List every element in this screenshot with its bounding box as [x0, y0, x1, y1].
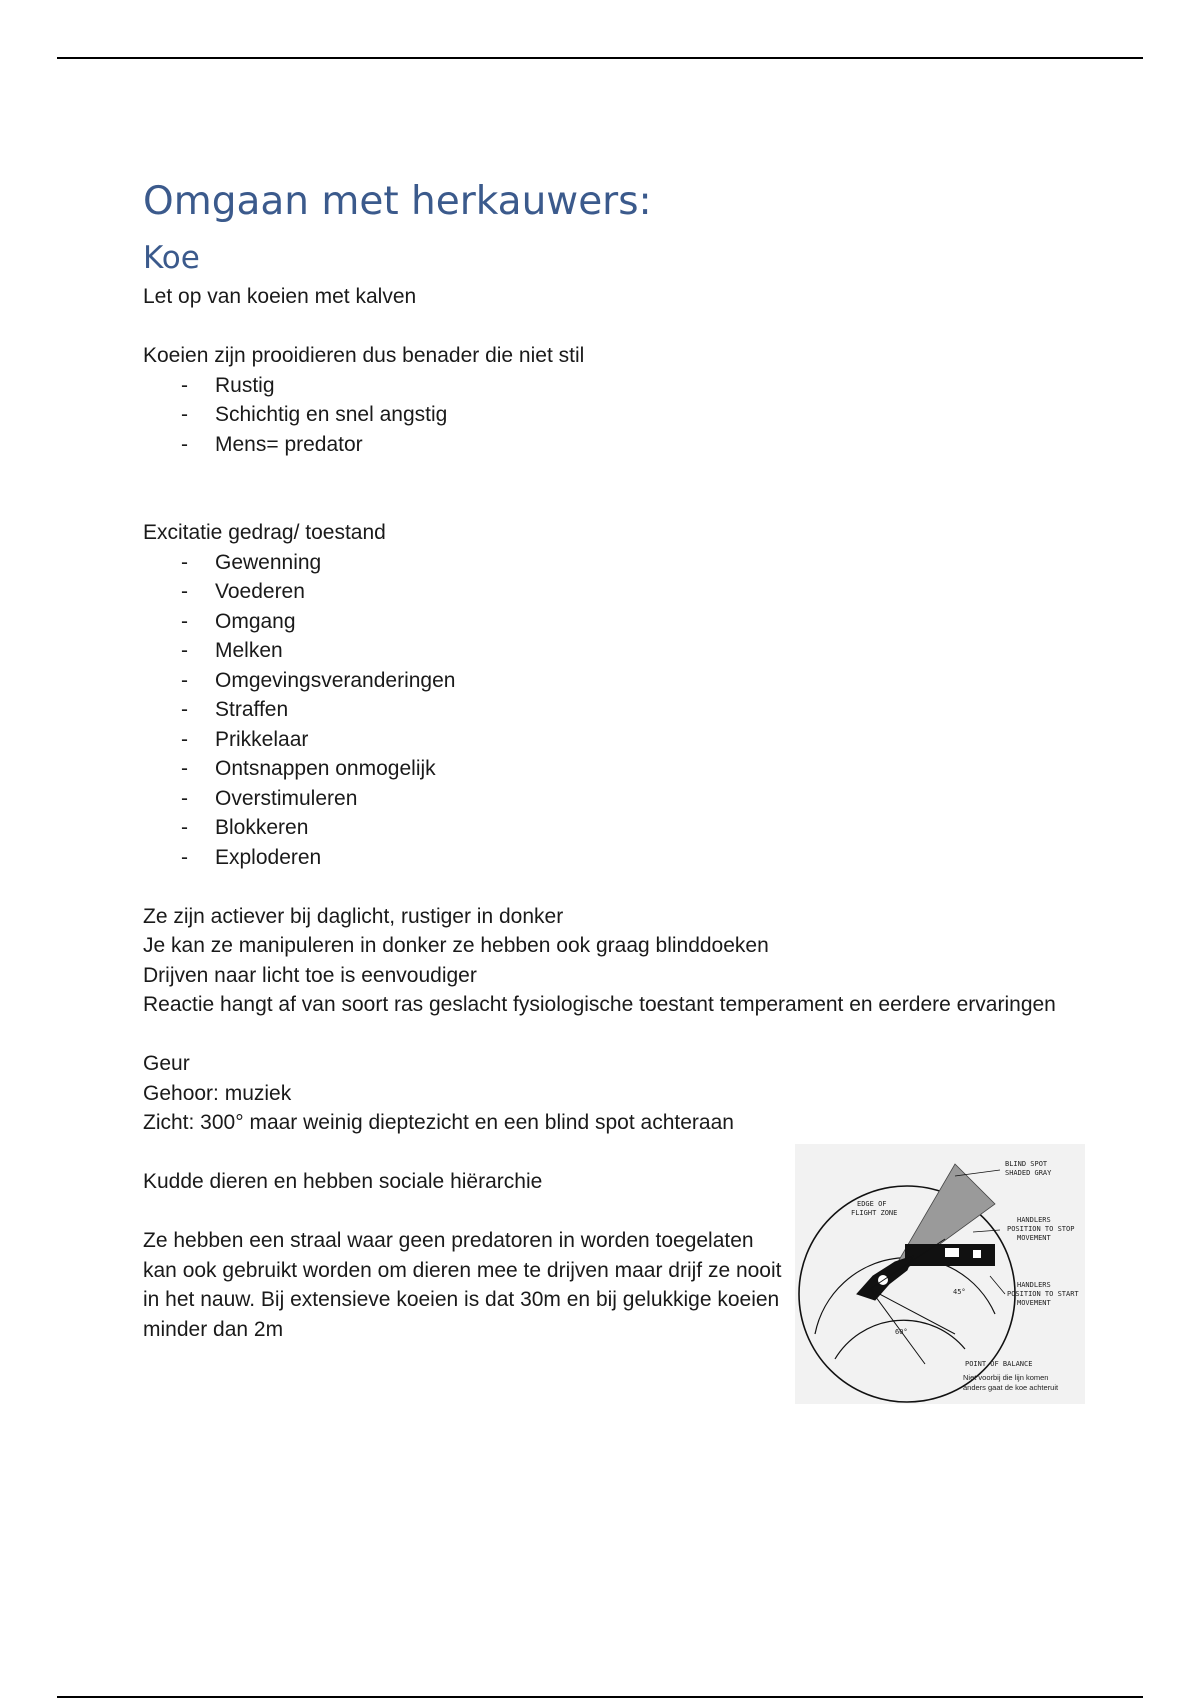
- handler-marker: [945, 1248, 959, 1257]
- figure-note: anders gaat de koe achteruit: [963, 1383, 1059, 1392]
- label-angle: 60°: [895, 1328, 908, 1336]
- guide-line: [870, 1289, 955, 1334]
- list-item: - Schichtig en snel angstig: [143, 400, 1093, 430]
- label-stop: MOVEMENT: [1017, 1234, 1051, 1242]
- prey-list: [143, 371, 1093, 460]
- label-stop: HANDLERS: [1017, 1216, 1051, 1224]
- list-item: - Straffen: [143, 695, 1093, 725]
- list-item: - Exploderen: [143, 843, 1093, 873]
- balance-line: [870, 1289, 925, 1364]
- label-stop: POSITION TO STOP: [1007, 1225, 1075, 1233]
- prey-heading: Koeien zijn prooidieren dus benader die niet stil: [143, 344, 585, 367]
- label-start: MOVEMENT: [1017, 1299, 1051, 1307]
- label-start: HANDLERS: [1017, 1281, 1051, 1289]
- sense-line: Zicht: 300° maar weinig dieptezicht en een blind spot achteraan: [143, 1111, 734, 1134]
- inner-arc: [835, 1320, 965, 1359]
- behaviour-line: Je kan ze manipuleren in donker ze hebben ook graag blinddoeken: [143, 934, 769, 957]
- sense-line: Geur: [143, 1052, 190, 1075]
- list-item: - Rustig: [143, 371, 1093, 401]
- label-angle: 45°: [953, 1288, 966, 1296]
- behaviour-line: Ze zijn actiever bij daglicht, rustiger in donker: [143, 904, 564, 928]
- section-heading: Koe: [143, 240, 200, 276]
- flight-zone-paragraph: Ze hebben een straal waar geen predatoren in worden toegelaten kan ook gebruikt worden om dieren mee te drijven maar drijf ze nooit in het nauw. Bij extensieve koeien is dat 30m en bij gelukkige koeien minder dan 2m: [143, 1229, 782, 1341]
- herd-line: Kudde dieren en hebben sociale hiërarchie: [143, 1170, 543, 1193]
- sense-line: Gehoor: muziek: [143, 1081, 292, 1105]
- label-start: POSITION TO START: [1007, 1290, 1079, 1298]
- excitation-list: [143, 548, 1093, 873]
- list-item: - Blokkeren: [143, 813, 1093, 843]
- figure-note: Niet voorbij die lijn komen: [963, 1373, 1049, 1382]
- handler-marker: [973, 1250, 981, 1258]
- page-title: Omgaan met herkauwers:: [143, 179, 652, 224]
- list-item: - Ontsnappen onmogelijk: [143, 754, 1093, 784]
- leader-line: [990, 1276, 1005, 1294]
- flight-zone-drawing: [795, 1144, 1085, 1404]
- list-item: - Omgevingsveranderingen: [143, 666, 1093, 696]
- label-balance: POINT OF BALANCE: [965, 1360, 1033, 1368]
- flight-zone-diagram: [795, 1144, 1085, 1404]
- label-blind-spot: BLIND SPOT: [1005, 1160, 1048, 1168]
- list-item: - Melken: [143, 636, 1093, 666]
- behaviour-line: Reactie hangt af van soort ras geslacht fysiologische toestant temperament en eerdere ervaringen: [143, 993, 1056, 1016]
- label-edge: FLIGHT ZONE: [851, 1209, 898, 1217]
- list-item: - Prikkelaar: [143, 725, 1093, 755]
- behaviour-line: Drijven naar licht toe is eenvoudiger: [143, 963, 477, 987]
- excitation-heading: Excitatie gedrag/ toestand: [143, 521, 386, 544]
- list-item: - Gewenning: [143, 548, 1093, 578]
- intro-line: Let op van koeien met kalven: [143, 285, 417, 308]
- list-item: - Mens= predator: [143, 430, 1093, 460]
- list-item: - Voederen: [143, 577, 1093, 607]
- header-rule: [57, 57, 1143, 59]
- label-edge: EDGE OF: [857, 1200, 887, 1208]
- label-blind-spot: SHADED GRAY: [1005, 1169, 1052, 1177]
- list-item: - Omgang: [143, 607, 1093, 637]
- footer-rule: [57, 1696, 1143, 1698]
- list-item: - Overstimuleren: [143, 784, 1093, 814]
